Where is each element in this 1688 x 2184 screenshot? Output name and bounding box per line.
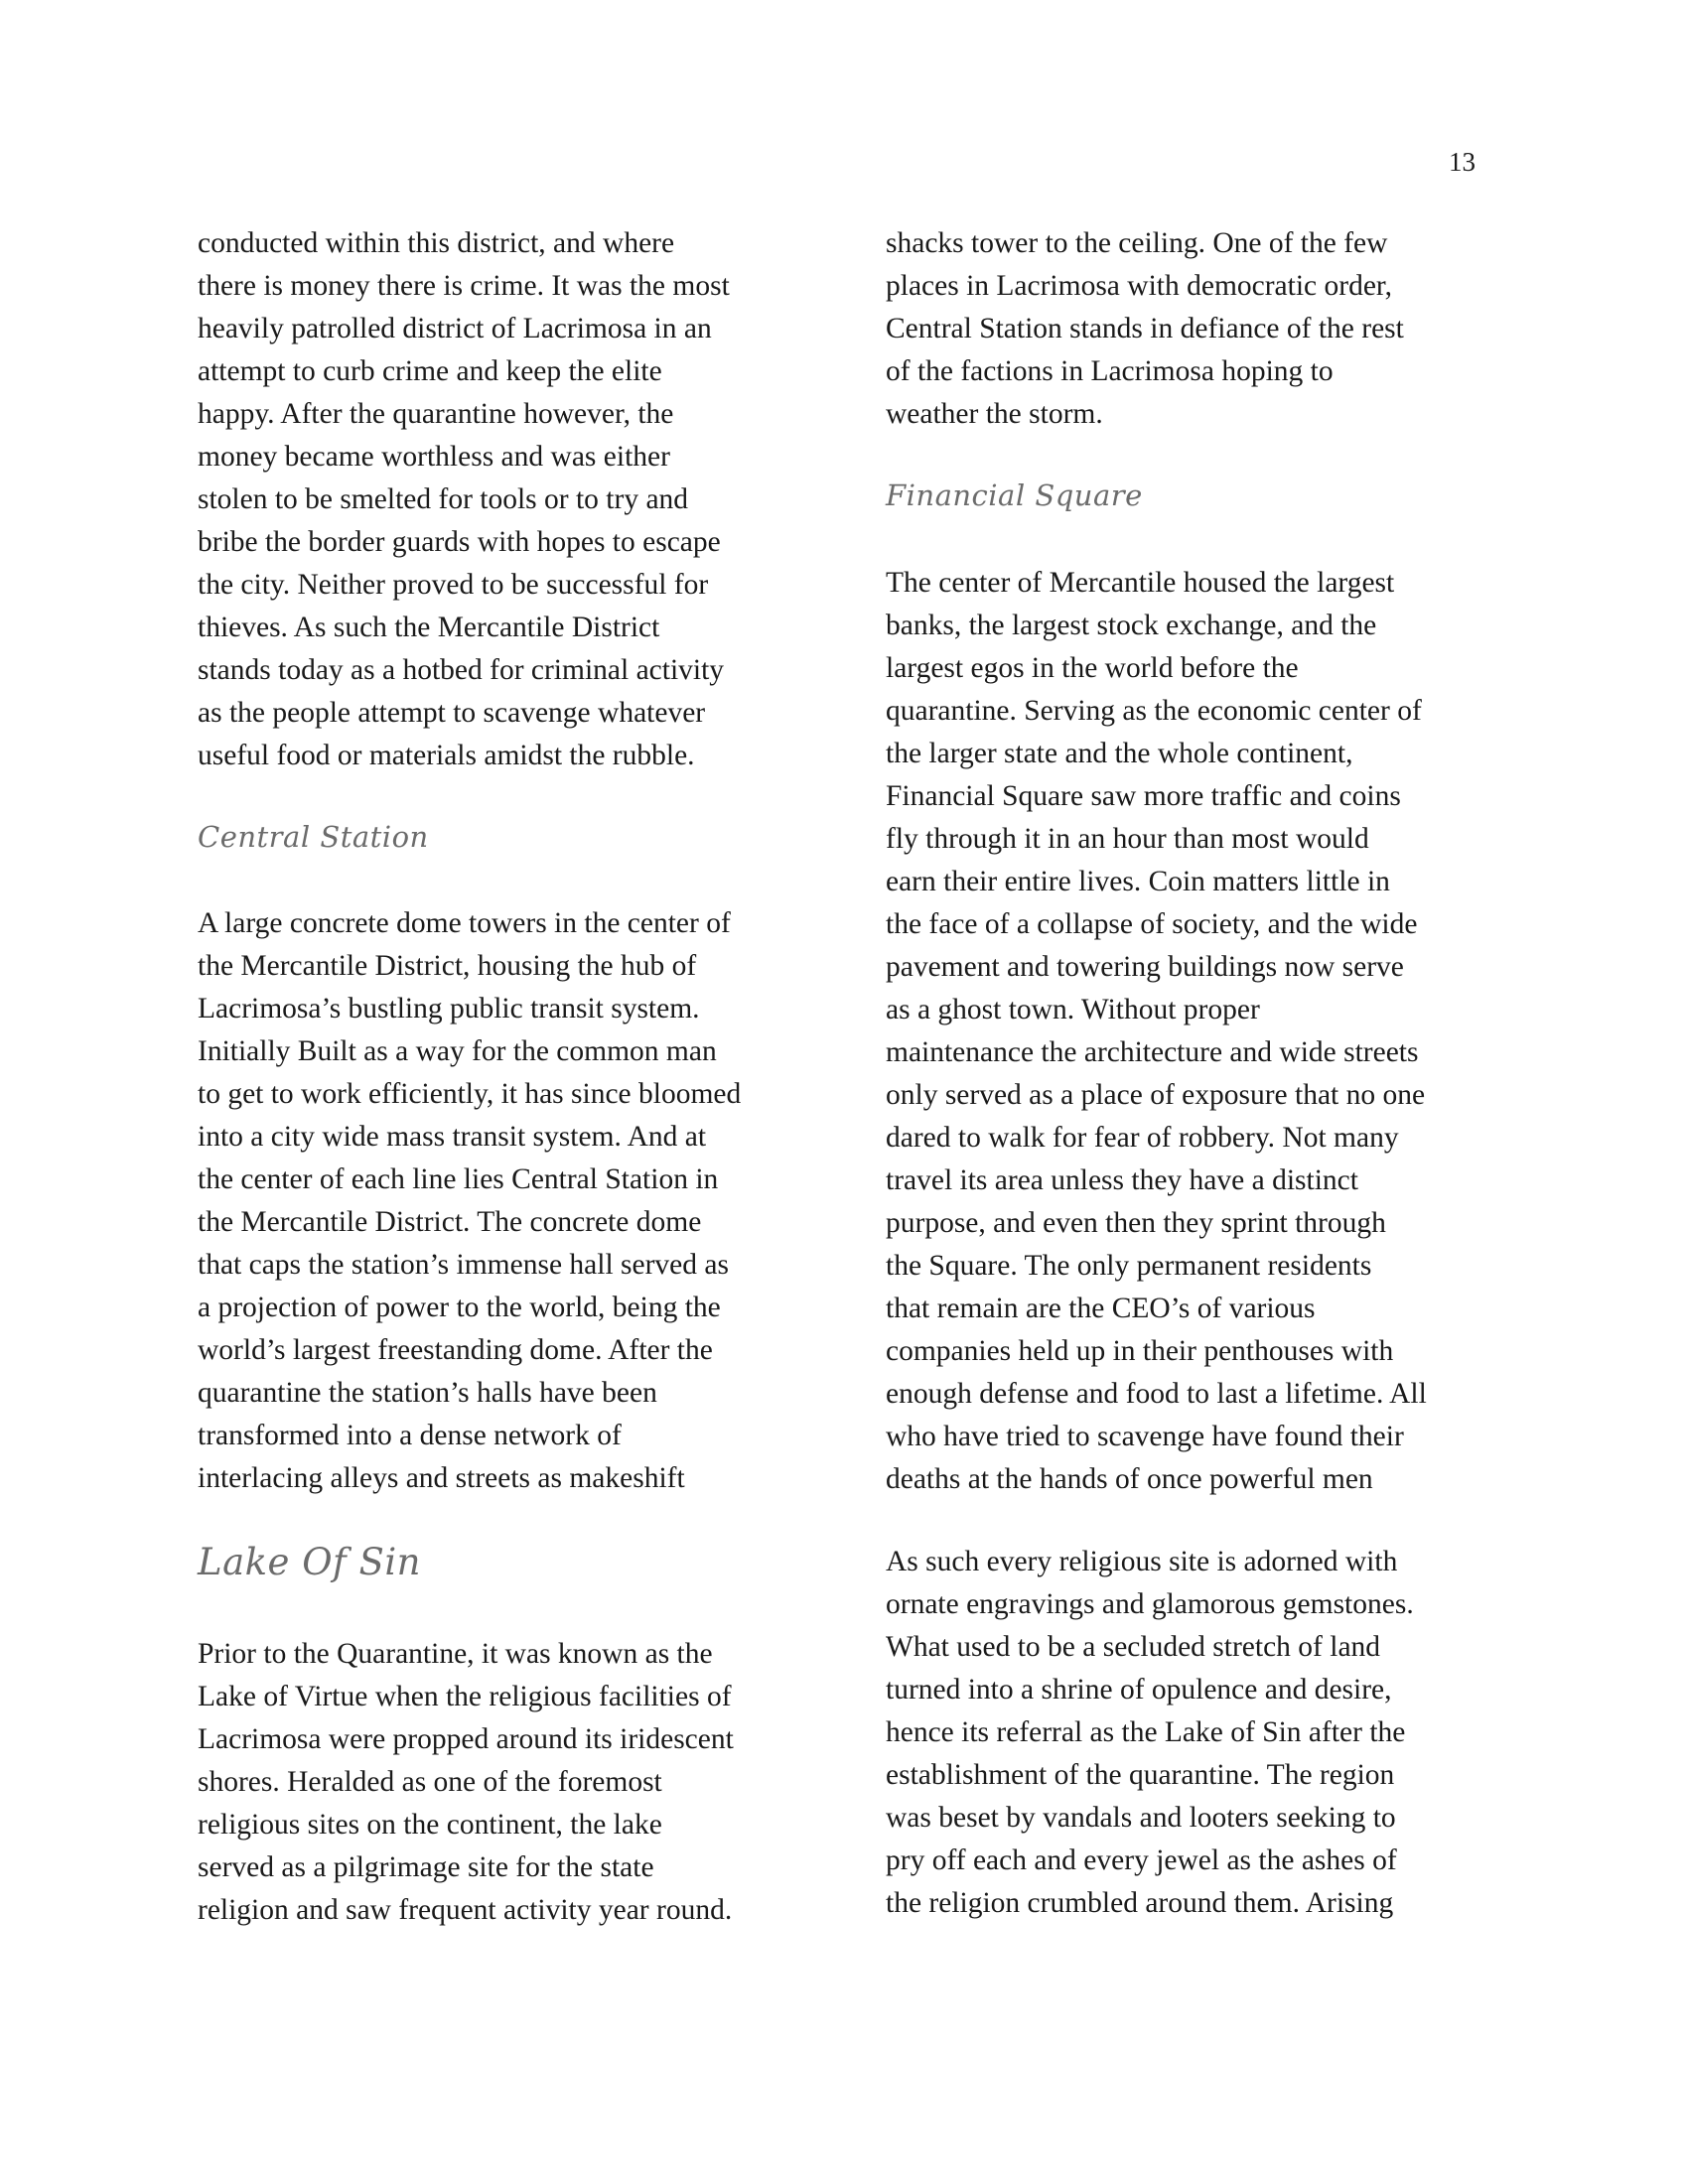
text-line: pry off each and every jewel as the ashes of (886, 1844, 1397, 1876)
text-line: shores. Heralded as one of the foremost (198, 1766, 662, 1798)
text-line: Lake of Virtue when the religious facilities of (198, 1681, 732, 1712)
text-line: religious sites on the continent, the lake (198, 1809, 662, 1841)
text-line: only served as a place of exposure that no one (886, 1079, 1426, 1111)
text-line: deaths at the hands of once powerful men (886, 1463, 1373, 1495)
text-line: fly through it in an hour than most would (886, 823, 1369, 855)
text-line: the religion crumbled around them. Arising (886, 1887, 1394, 1919)
heading-central-station: Central Station (198, 820, 429, 854)
text-line: there is money there is crime. It was the most (198, 270, 730, 302)
heading-financial-square: Financial Square (886, 478, 1143, 512)
text-line: as a ghost town. Without proper (886, 994, 1260, 1025)
text-line: world’s largest freestanding dome. After the (198, 1334, 713, 1366)
text-line: the Square. The only permanent residents (886, 1250, 1372, 1282)
text-line: earn their entire lives. Coin matters little in (886, 866, 1390, 897)
text-line: money became worthless and was either (198, 441, 670, 473)
text-line: of the factions in Lacrimosa hoping to (886, 355, 1334, 387)
right-paragraph-1 (886, 222, 1404, 436)
text-line: A large concrete dome towers in the center of (198, 907, 731, 939)
text-line: purpose, and even then they sprint through (886, 1207, 1386, 1239)
text-line: Initially Built as a way for the common man (198, 1035, 717, 1067)
text-line: the larger state and the whole continent, (886, 738, 1353, 769)
text-line: hence its referral as the Lake of Sin after the (886, 1716, 1406, 1748)
text-line: enough defense and food to last a lifetime. All (886, 1378, 1427, 1410)
text-line: the center of each line lies Central Station in (198, 1163, 719, 1195)
text-line: who have tried to scavenge have found their (886, 1421, 1404, 1452)
text-line: places in Lacrimosa with democratic order, (886, 270, 1392, 302)
text-line: the face of a collapse of society, and the wide (886, 908, 1418, 940)
text-line: weather the storm. (886, 398, 1103, 430)
text-line: establishment of the quarantine. The region (886, 1759, 1395, 1791)
text-line: the city. Neither proved to be successful for (198, 569, 709, 601)
text-line: quarantine. Serving as the economic center of (886, 695, 1422, 727)
text-line: Financial Square saw more traffic and coins (886, 780, 1401, 812)
text-line: pavement and towering buildings now serve (886, 951, 1404, 983)
text-line: bribe the border guards with hopes to escape (198, 526, 721, 558)
text-line: turned into a shrine of opulence and desire, (886, 1674, 1392, 1706)
left-paragraph-2 (198, 902, 741, 1500)
right-paragraph-2 (886, 562, 1427, 1501)
text-line: dared to walk for fear of robbery. Not many (886, 1122, 1399, 1154)
text-line: religion and saw frequent activity year round. (198, 1894, 733, 1926)
text-line: Lacrimosa’s bustling public transit system. (198, 993, 700, 1024)
text-line: was beset by vandals and looters seeking to (886, 1802, 1396, 1834)
text-line: The center of Mercantile housed the largest (886, 567, 1395, 599)
text-line: What used to be a secluded stretch of land (886, 1631, 1381, 1663)
text-line: attempt to curb crime and keep the elite (198, 355, 662, 387)
text-line: stolen to be smelted for tools or to try and (198, 483, 689, 515)
text-line: the Mercantile District. The concrete dome (198, 1206, 702, 1238)
text-line: quarantine the station’s halls have been (198, 1377, 657, 1409)
text-line: travel its area unless they have a distinct (886, 1164, 1358, 1196)
text-line: transformed into a dense network of (198, 1420, 622, 1451)
left-paragraph-3 (198, 1633, 734, 1932)
text-line: ornate engravings and glamorous gemstones. (886, 1588, 1414, 1620)
text-line: Central Station stands in defiance of the rest (886, 313, 1404, 344)
text-line: into a city wide mass transit system. And at (198, 1121, 707, 1153)
text-line: stands today as a hotbed for criminal activity (198, 654, 725, 686)
text-line: largest egos in the world before the (886, 652, 1299, 684)
page-number: 13 (1449, 147, 1476, 177)
text-line: interlacing alleys and streets as makeshift (198, 1462, 685, 1494)
text-line: a projection of power to the world, being the (198, 1292, 721, 1323)
text-line: to get to work efficiently, it has since bloomed (198, 1078, 742, 1110)
text-line: the Mercantile District, housing the hub of (198, 950, 697, 982)
text-line: that caps the station’s immense hall served as (198, 1249, 729, 1281)
text-line: conducted within this district, and where (198, 227, 675, 259)
text-line: shacks tower to the ceiling. One of the few (886, 227, 1388, 259)
text-line: that remain are the CEO’s of various (886, 1293, 1316, 1324)
text-line: happy. After the quarantine however, the (198, 398, 674, 430)
text-line: heavily patrolled district of Lacrimosa in an (198, 313, 712, 344)
text-line: as the people attempt to scavenge whatever (198, 697, 706, 729)
left-paragraph-1 (198, 222, 730, 777)
text-line: served as a pilgrimage site for the state (198, 1851, 654, 1883)
text-line: companies held up in their penthouses with (886, 1335, 1394, 1367)
text-line: thieves. As such the Mercantile District (198, 612, 660, 643)
text-line: Prior to the Quarantine, it was known as the (198, 1638, 713, 1670)
right-paragraph-3 (886, 1541, 1414, 1925)
text-line: banks, the largest stock exchange, and the (886, 610, 1377, 641)
text-line: useful food or materials amidst the rubble. (198, 740, 695, 771)
heading-lake-of-sin: Lake Of Sin (198, 1541, 422, 1583)
text-line: As such every religious site is adorned with (886, 1546, 1398, 1577)
text-line: Lacrimosa were propped around its iridescent (198, 1723, 734, 1755)
text-line: maintenance the architecture and wide streets (886, 1036, 1419, 1068)
